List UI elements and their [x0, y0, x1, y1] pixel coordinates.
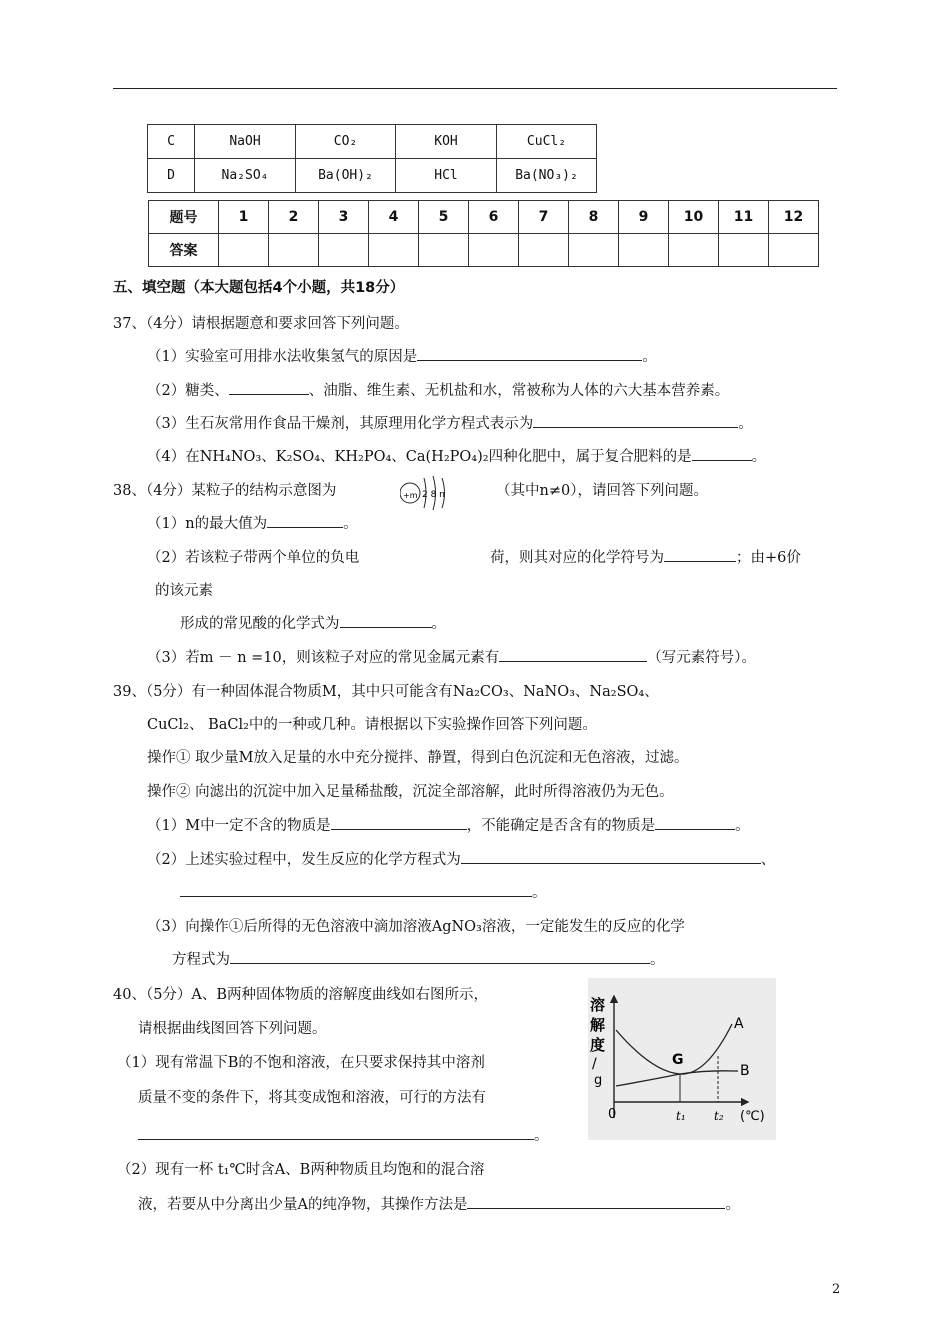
section-title: 五、填空题（本大题包括4个小题，共18分）: [113, 280, 405, 296]
q39-part2: （2）上述实验过程中，发生反应的化学方程式为 、: [147, 848, 775, 869]
q38-part2b: 荷，则其对应的化学符号为 ；由+6价: [490, 546, 801, 567]
x-tick-t2: t₂: [714, 1109, 724, 1123]
q38-stem-a: 38、（4分）某粒子的结构示意图为: [113, 483, 337, 499]
q38-part1: （1）n的最大值为 。: [147, 512, 358, 533]
period: 。: [642, 349, 657, 365]
answer-cell[interactable]: [219, 234, 269, 267]
answer-cell[interactable]: [469, 234, 519, 267]
answer-cell[interactable]: [519, 234, 569, 267]
y-label-4: /: [592, 1056, 597, 1072]
table-cell: NaOH: [195, 125, 296, 159]
q40-part1b: 质量不变的条件下，将其变成饱和溶液，可行的方法有: [138, 1090, 486, 1106]
q38-part2e: 形成的常见酸的化学式为 。: [180, 612, 446, 633]
answer-blank[interactable]: [229, 380, 309, 395]
number-cell: 5: [419, 201, 469, 234]
answer-cell[interactable]: [769, 234, 819, 267]
table-cell: Ba(NO₃)₂: [497, 159, 597, 193]
period: 。: [431, 616, 446, 632]
origin-label: 0: [608, 1107, 617, 1122]
answer-cell[interactable]: [269, 234, 319, 267]
q37-part2: （2）糖类、 、油脂、维生素、无机盐和水，常被称为人体的六大基本营养素。: [147, 379, 729, 400]
q39-part2-line2: [180, 881, 547, 902]
nucleus-label: +m: [403, 491, 418, 500]
answer-blank[interactable]: [138, 1125, 534, 1140]
number-cell: 10: [669, 201, 719, 234]
answer-blank[interactable]: [267, 513, 343, 528]
table-row: [148, 159, 597, 193]
period: 。: [534, 1128, 549, 1144]
page-number: 2: [832, 1282, 841, 1297]
options-table: [147, 124, 597, 193]
header-label: 题号: [149, 201, 219, 234]
shell-electrons: 2 8 n: [422, 490, 445, 500]
q38-part2a: （2）若该粒子带两个单位的负电: [147, 550, 360, 566]
period: 。: [725, 1197, 740, 1213]
y-label-1: 溶: [590, 996, 606, 1014]
row-label: D: [148, 159, 195, 193]
answer-blank[interactable]: [417, 346, 642, 361]
number-cell: 1: [219, 201, 269, 234]
q38-part2d: 的该元素: [155, 583, 213, 599]
answer-cell[interactable]: [319, 234, 369, 267]
answer-blank[interactable]: [467, 1194, 725, 1209]
q40-part2a: （2）现有一杯 t₁℃时含A、B两种物质且均饱和的混合溶: [117, 1162, 485, 1178]
answer-label: 答案: [149, 234, 219, 267]
solubility-chart: [588, 978, 776, 1140]
table-cell: CuCl₂: [497, 125, 597, 159]
table-cell: KOH: [396, 125, 497, 159]
x-tick-t1: t₁: [676, 1109, 686, 1123]
answer-blank[interactable]: [692, 446, 752, 461]
series-label-B: B: [740, 1063, 750, 1079]
y-label-3: 度: [590, 1036, 606, 1054]
q39-part1: （1）M中一定不含的物质是 ，不能确定是否含有的物质是 。: [147, 814, 750, 835]
period: 。: [738, 416, 753, 432]
answer-cell[interactable]: [419, 234, 469, 267]
answer-cell[interactable]: [369, 234, 419, 267]
header-rule: [113, 88, 837, 89]
answer-blank[interactable]: [230, 949, 650, 964]
q40-part1-line: [138, 1124, 549, 1145]
number-cell: 6: [469, 201, 519, 234]
q40-stem1: 40、（5分）A、B两种固体物质的溶解度曲线如右图所示，: [113, 987, 489, 1003]
period: 。: [650, 952, 665, 968]
q40-part1a: （1）现有常温下B的不饱和溶液，在只要求保持其中溶剂: [117, 1055, 485, 1071]
answer-cell[interactable]: [619, 234, 669, 267]
period: 。: [532, 885, 547, 901]
answer-blank[interactable]: [180, 882, 532, 897]
number-cell: 7: [519, 201, 569, 234]
table-cell: Na₂SO₄: [195, 159, 296, 193]
y-label-5: g: [594, 1073, 603, 1088]
q37-stem: 37、（4分）请根据题意和要求回答下列问题。: [113, 316, 409, 332]
answer-table: [148, 200, 819, 267]
table-row: [148, 125, 597, 159]
period: 。: [735, 818, 750, 834]
q38-stem-b: （其中n≠0），请回答下列问题。: [496, 483, 708, 499]
number-cell: 2: [269, 201, 319, 234]
number-cell: 3: [319, 201, 369, 234]
q39-part3a: （3）向操作①后所得的无色溶液中滴加溶液AgNO₃溶液，一定能发生的反应的化学: [147, 919, 685, 935]
answer-blank[interactable]: [533, 413, 738, 428]
number-cell: 12: [769, 201, 819, 234]
q40-part2b: 液，若要从中分离出少量A的纯净物，其操作方法是 。: [138, 1193, 740, 1214]
table-row: [149, 234, 819, 267]
period: 。: [343, 516, 358, 532]
q39-op1: 操作① 取少量M放入足量的水中充分搅拌、静置，得到白色沉淀和无色溶液，过滤。: [147, 750, 689, 766]
answer-blank[interactable]: [499, 647, 647, 662]
atom-structure-diagram: [400, 470, 462, 516]
q39-op2: 操作② 向滤出的沉淀中加入足量稀盐酸，沉淀全部溶解，此时所得溶液仍为无色。: [147, 784, 674, 800]
row-label: C: [148, 125, 195, 159]
y-label-2: 解: [590, 1016, 606, 1034]
x-axis-unit: (℃): [740, 1109, 765, 1124]
number-cell: 4: [369, 201, 419, 234]
answer-blank[interactable]: [331, 815, 467, 830]
table-cell: HCl: [396, 159, 497, 193]
number-cell: 11: [719, 201, 769, 234]
number-cell: 8: [569, 201, 619, 234]
table-row: [149, 201, 819, 234]
period: 。: [751, 449, 767, 465]
intersection-label: G: [672, 1052, 684, 1068]
table-cell: Ba(OH)₂: [296, 159, 396, 193]
chart-svg: [588, 978, 776, 1140]
answer-blank[interactable]: [664, 547, 736, 562]
q37-part1: （1）实验室可用排水法收集氢气的原因是 。: [147, 345, 657, 366]
answer-cell[interactable]: [719, 234, 769, 267]
q37-part3: （3）生石灰常用作食品干燥剂，其原理用化学方程式表示为 。: [147, 412, 753, 433]
answer-cell[interactable]: [669, 234, 719, 267]
q39-stem2: CuCl₂、 BaCl₂中的一种或几种。请根据以下实验操作回答下列问题。: [147, 717, 597, 733]
q39-part3b: 方程式为 。: [172, 948, 665, 969]
answer-blank[interactable]: [340, 613, 432, 628]
series-label-A: A: [734, 1016, 744, 1032]
number-cell: 9: [619, 201, 669, 234]
answer-cell[interactable]: [569, 234, 619, 267]
q39-stem1: 39、（5分）有一种固体混合物质M，其中只可能含有Na₂CO₃、NaNO₃、Na₂SO₄、: [113, 684, 659, 700]
comma: 、: [760, 852, 776, 868]
q38-part3: （3）若m － n =10，则该粒子对应的常见金属元素有 （写元素符号）。: [147, 646, 756, 667]
table-cell: CO₂: [296, 125, 396, 159]
q37-part4: （4）在NH₄NO₃、K₂SO₄、KH₂PO₄、Ca(H₂PO₄)₂四种化肥中，属于复合肥料的是 。: [147, 445, 766, 466]
answer-blank[interactable]: [461, 849, 761, 864]
answer-blank[interactable]: [655, 815, 735, 830]
q40-stem2: 请根据曲线图回答下列问题。: [138, 1021, 327, 1037]
